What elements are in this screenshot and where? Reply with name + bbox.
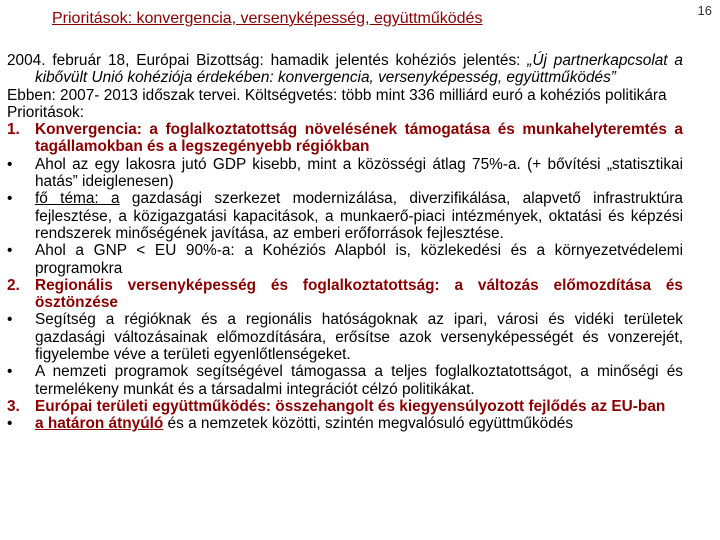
bullet-text: Ahol az egy lakosra jutó GDP kisebb, mint a közösségi átlag 75%-a. (+ bővítési „statisztikai hatás” ideiglenesen) <box>35 155 683 191</box>
slide-title: Prioritások: konvergencia, versenyképesség, együttműködés <box>52 10 483 27</box>
slide-content <box>7 52 683 433</box>
priority-3-number: 3. <box>7 397 20 415</box>
priority-1-bullet-3 <box>7 242 683 277</box>
bullet-text: Segítség a régióknak és a regionális hatóságoknak az ipari, városi és vidéki területek gazdasági változásainak előmozdítására, erősítse azok versenyképességét és vonzerejét, figyelembe véve a területi egyenlőtlenségeket. <box>35 311 683 364</box>
page-number: 16 <box>697 3 712 18</box>
bullet-icon: • <box>7 415 13 433</box>
bullet-icon: • <box>7 242 13 260</box>
priority-1-bullet-2 <box>7 190 683 242</box>
intro-paragraph <box>7 52 683 87</box>
bullet-underlined-text: fő téma: a <box>35 190 120 208</box>
bullet-icon: • <box>7 363 13 381</box>
priority-2-bullet-1 <box>7 311 683 363</box>
budget-paragraph: Ebben: 2007- 2013 időszak tervei. Költségvetés: több mint 336 milliárd euró a kohéziós politikára <box>7 86 667 104</box>
bullet-underlined-text: a határon átnyúló <box>35 415 164 433</box>
priority-2-bullet-2 <box>7 363 683 398</box>
priority-2 <box>7 277 683 312</box>
bullet-text: és a nemzetek közötti, szintén megvalósuló együttműködés <box>163 415 574 433</box>
priority-2-heading: Regionális versenyképesség és foglalkoztatottság: a változás előmozdítása és ösztönzése <box>35 276 683 312</box>
bullet-text: gazdasági szerkezet modernizálása, diverzifikálása, alapvető infrastruktúra fejlesztése, a közigazgatási kapacitások, a munkaerő-piaci intézmények, oktatási és képzési rendszerek minőségének javítása, az emberi erőforrások fejlesztése. <box>35 190 683 242</box>
priority-1 <box>7 121 683 156</box>
priority-1-heading: Konvergencia: a foglalkoztatottság növelésének támogatása és munkahelyteremtés a tagállamokban és a legszegényebb régiókban <box>35 121 683 156</box>
priority-2-number: 2. <box>7 276 20 294</box>
priorities-label: Prioritások: <box>7 103 84 121</box>
priority-3-heading: Európai területi együttműködés: összehangolt és kiegyensúlyozott fejlődés az EU-ban <box>35 397 666 415</box>
bullet-icon: • <box>7 155 13 173</box>
bullet-text: A nemzeti programok segítségével támogassa a teljes foglalkoztatottságot, a minőségi és termelékeny munkát és a társadalmi integrációt célzó politikákat. <box>35 363 683 398</box>
intro-lead: 2004. február 18, Európai Bizottság: hamadik jelentés kohéziós jelentés: <box>7 52 528 69</box>
priority-1-bullet-1 <box>7 156 683 191</box>
bullet-icon: • <box>7 311 13 329</box>
priority-3-bullet-1 <box>7 415 683 432</box>
bullet-text: Ahol a GNP < EU 90%-a: a Kohéziós Alapból is, közlekedési és a környezetvédelemi programokra <box>35 242 683 277</box>
intro-quote: „Új partnerkapcsolat a kibővült Unió kohéziója érdekében: konvergencia, versenyképesség, együttműködés” <box>35 52 683 87</box>
priority-1-number: 1. <box>7 121 20 139</box>
priority-3 <box>7 398 683 415</box>
bullet-icon: • <box>7 190 13 208</box>
